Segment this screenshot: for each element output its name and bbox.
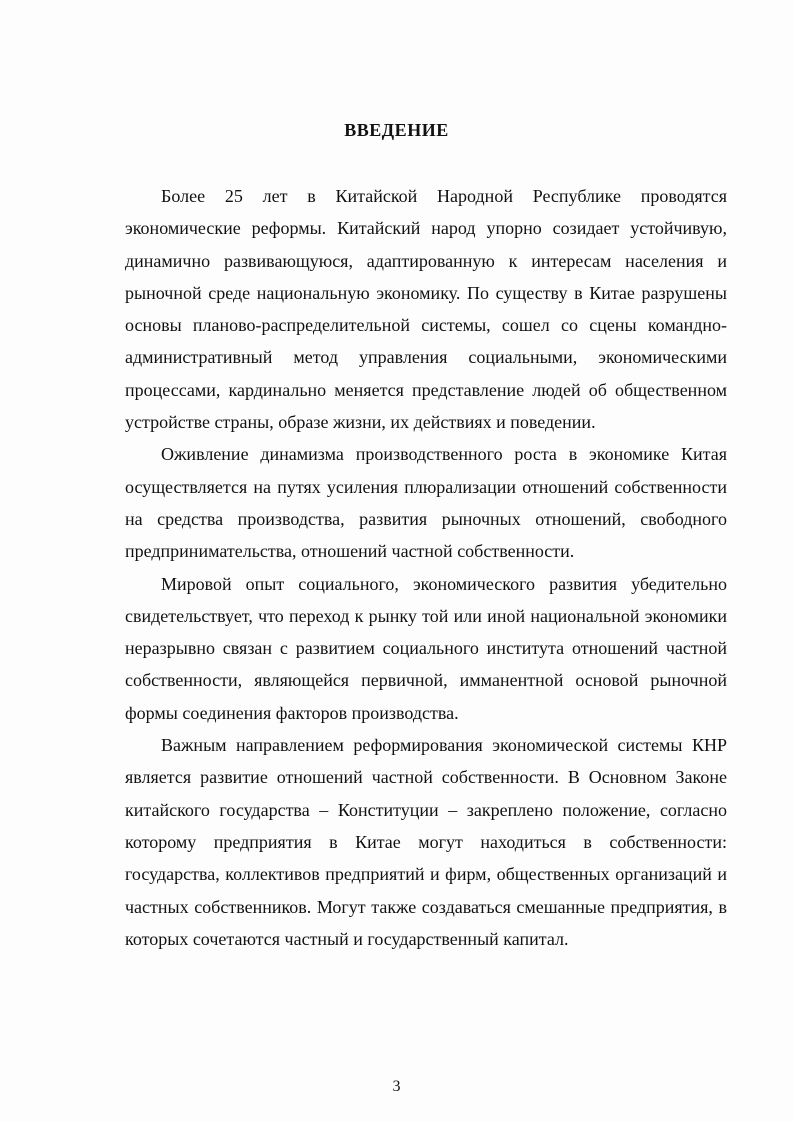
paragraph-1: Более 25 лет в Китайской Народной Республике проводятся экономические реформы. Китайский народ упорно созидает устойчивую, динамично развивающуюся, адаптированную к интересам населения и рыночной среде национальную экономику. По существу в Китае разрушены основы планово-распределительной системы, сошел со сцены командно-административный метод управления социальными, экономическими процессами, кардинально меняется представление людей об общественном устройстве страны, образе жизни, их действиях и поведении. xyxy=(125,186,727,433)
paragraph-3: Мировой опыт социального, экономического развития убедительно свидетельствует, что переход к рынку той или иной национальной экономики неразрывно связан с развитием социального института отношений частной собственности, являющейся первичной, имманентной основой рыночной формы соединения факторов производства. xyxy=(125,573,727,723)
page-number: 3 xyxy=(392,1078,401,1095)
page-title: ВВЕДЕНИЕ xyxy=(344,120,449,140)
paragraph-4: Важным направлением реформирования экономической системы КНР является развитие отношений частной собственности. В Основном Законе китайского государства – Конституции – закреплено положение, согласно которому предприятия в Китае могут находиться в собственности: государства, коллективов предприятий и фирм, общественных организаций и частных собственников. Могут также создаваться смешанные предприятия, в которых сочетаются частный и государственный капитал. xyxy=(125,735,727,949)
body-text xyxy=(125,180,727,955)
paragraph-2: Оживление динамизма производственного роста в экономике Китая осуществляется на путях усиления плюрализации отношений собственности на средства производства, развития рыночных отношений, свободного предпринимательства, отношений частной собственности. xyxy=(125,444,727,562)
